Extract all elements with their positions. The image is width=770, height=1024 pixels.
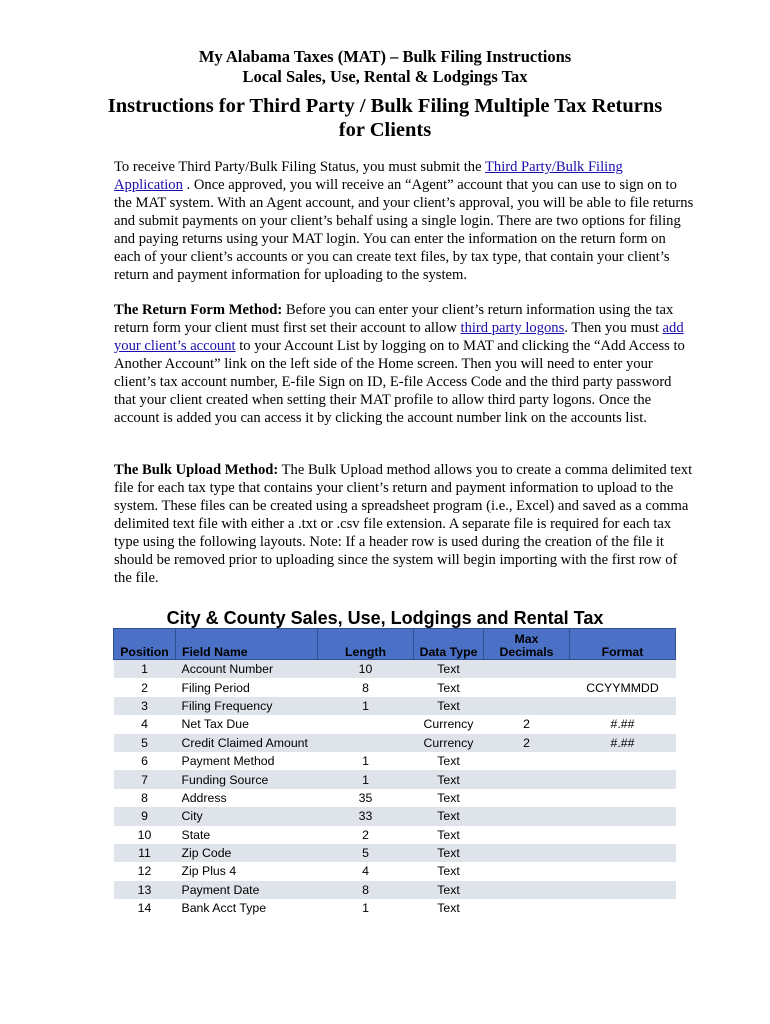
cell-format bbox=[570, 770, 676, 788]
cell-format: CCYYMMDD bbox=[570, 678, 676, 696]
cell-length: 1 bbox=[318, 899, 414, 917]
return-form-text2: . Then you must bbox=[564, 320, 663, 336]
table-header-row bbox=[114, 629, 676, 660]
cell-length bbox=[318, 715, 414, 733]
cell-length: 2 bbox=[318, 826, 414, 844]
return-form-text1: Before you can enter your client’s return information using the tax return form your client must first set their account to allow bbox=[114, 302, 674, 336]
table-row bbox=[114, 697, 676, 715]
cell-length: 1 bbox=[318, 697, 414, 715]
document-header-line2: Local Sales, Use, Rental & Lodgings Tax bbox=[242, 67, 528, 86]
table-row bbox=[114, 770, 676, 788]
cell-field-name: Net Tax Due bbox=[176, 715, 318, 733]
table-row bbox=[114, 752, 676, 770]
cell-position: 13 bbox=[114, 881, 176, 899]
cell-position: 5 bbox=[114, 734, 176, 752]
cell-position: 8 bbox=[114, 789, 176, 807]
table-title: City & County Sales, Use, Lodgings and Rental Tax bbox=[166, 608, 604, 628]
col-header-field-name: Field Name bbox=[176, 629, 318, 660]
cell-max-decimals bbox=[484, 697, 570, 715]
cell-field-name: Payment Date bbox=[176, 881, 318, 899]
cell-max-decimals bbox=[484, 899, 570, 917]
cell-position: 10 bbox=[114, 826, 176, 844]
cell-max-decimals bbox=[484, 789, 570, 807]
cell-field-name: Funding Source bbox=[176, 770, 318, 788]
file-layout-table bbox=[113, 628, 676, 917]
cell-position: 6 bbox=[114, 752, 176, 770]
cell-length: 33 bbox=[318, 807, 414, 825]
cell-max-decimals bbox=[484, 807, 570, 825]
cell-field-name: Zip Plus 4 bbox=[176, 862, 318, 880]
intro-text-after: . Once approved, you will receive an “Agent” account that you can use to sign on to the MAT system. With an Agent account, and your client’s approval, you will be able to file returns and submit payments on your client’s behalf using a single login. There are two options for filing and paying returns using your MAT login. You can enter the information on the return form on each of your client’s accounts or you can create text files, by tax type, that contain your client’s return and payment information for uploading to the system. bbox=[114, 177, 694, 283]
cell-max-decimals: 2 bbox=[484, 715, 570, 733]
cell-field-name: Payment Method bbox=[176, 752, 318, 770]
cell-max-decimals bbox=[484, 660, 570, 679]
cell-length: 35 bbox=[318, 789, 414, 807]
cell-format bbox=[570, 697, 676, 715]
intro-text-before: To receive Third Party/Bulk Filing Status, you must submit the bbox=[114, 159, 485, 175]
bulk-upload-paragraph bbox=[114, 461, 694, 587]
col-header-length: Length bbox=[318, 629, 414, 660]
cell-data-type: Currency bbox=[414, 715, 484, 733]
cell-data-type: Text bbox=[414, 660, 484, 679]
cell-format bbox=[570, 899, 676, 917]
cell-data-type: Text bbox=[414, 678, 484, 696]
cell-max-decimals bbox=[484, 844, 570, 862]
cell-max-decimals bbox=[484, 862, 570, 880]
cell-max-decimals bbox=[484, 770, 570, 788]
cell-data-type: Text bbox=[414, 844, 484, 862]
document-header-line1: My Alabama Taxes (MAT) – Bulk Filing Instructions bbox=[198, 47, 572, 66]
cell-max-decimals bbox=[484, 881, 570, 899]
cell-position: 1 bbox=[114, 660, 176, 679]
cell-format bbox=[570, 660, 676, 679]
page-title-line2: for Clients bbox=[338, 119, 432, 141]
application-link[interactable]: Third Party/Bulk Filing Application bbox=[114, 159, 623, 193]
cell-length: 4 bbox=[318, 862, 414, 880]
cell-format bbox=[570, 862, 676, 880]
cell-format bbox=[570, 826, 676, 844]
col-header-position: Position bbox=[114, 629, 176, 660]
table-row bbox=[114, 881, 676, 899]
cell-data-type: Text bbox=[414, 789, 484, 807]
cell-format bbox=[570, 881, 676, 899]
cell-data-type: Text bbox=[414, 862, 484, 880]
cell-field-name: State bbox=[176, 826, 318, 844]
cell-position: 9 bbox=[114, 807, 176, 825]
return-form-heading: The Return Form Method: bbox=[114, 302, 283, 318]
cell-field-name: Filing Period bbox=[176, 678, 318, 696]
cell-max-decimals bbox=[484, 752, 570, 770]
cell-length bbox=[318, 734, 414, 752]
cell-length: 5 bbox=[318, 844, 414, 862]
table-row bbox=[114, 807, 676, 825]
cell-data-type: Text bbox=[414, 770, 484, 788]
table-row bbox=[114, 715, 676, 733]
cell-max-decimals bbox=[484, 678, 570, 696]
cell-position: 2 bbox=[114, 678, 176, 696]
cell-field-name: Bank Acct Type bbox=[176, 899, 318, 917]
cell-position: 4 bbox=[114, 715, 176, 733]
cell-length: 8 bbox=[318, 881, 414, 899]
cell-format: #.## bbox=[570, 734, 676, 752]
cell-data-type: Text bbox=[414, 697, 484, 715]
cell-data-type: Text bbox=[414, 899, 484, 917]
cell-data-type: Text bbox=[414, 752, 484, 770]
cell-position: 7 bbox=[114, 770, 176, 788]
cell-position: 14 bbox=[114, 899, 176, 917]
table-row bbox=[114, 734, 676, 752]
table-row bbox=[114, 826, 676, 844]
third-party-logons-link[interactable]: third party logons bbox=[460, 320, 565, 336]
cell-length: 8 bbox=[318, 678, 414, 696]
col-header-max-decimals bbox=[484, 629, 570, 660]
cell-format bbox=[570, 752, 676, 770]
cell-max-decimals bbox=[484, 826, 570, 844]
return-form-paragraph bbox=[114, 301, 694, 427]
cell-length: 10 bbox=[318, 660, 414, 679]
cell-format: #.## bbox=[570, 715, 676, 733]
table-body bbox=[114, 660, 676, 918]
cell-format bbox=[570, 789, 676, 807]
cell-data-type: Text bbox=[414, 881, 484, 899]
cell-length: 1 bbox=[318, 752, 414, 770]
cell-position: 11 bbox=[114, 844, 176, 862]
cell-data-type: Text bbox=[414, 826, 484, 844]
cell-data-type: Currency bbox=[414, 734, 484, 752]
cell-length: 1 bbox=[318, 770, 414, 788]
cell-field-name: Filing Frequency bbox=[176, 697, 318, 715]
page-title-line1: Instructions for Third Party / Bulk Filing Multiple Tax Returns bbox=[107, 95, 663, 117]
cell-position: 3 bbox=[114, 697, 176, 715]
table-row bbox=[114, 862, 676, 880]
cell-field-name: Credit Claimed Amount bbox=[176, 734, 318, 752]
table-row bbox=[114, 678, 676, 696]
cell-max-decimals: 2 bbox=[484, 734, 570, 752]
add-client-account-link[interactable]: add your client’s account bbox=[114, 320, 684, 354]
table-row bbox=[114, 660, 676, 679]
cell-field-name: Address bbox=[176, 789, 318, 807]
col-header-max-decimals-line2: Decimals bbox=[499, 645, 554, 659]
table-row bbox=[114, 899, 676, 917]
cell-data-type: Text bbox=[414, 807, 484, 825]
col-header-format: Format bbox=[570, 629, 676, 660]
page-title bbox=[0, 94, 770, 142]
cell-format bbox=[570, 844, 676, 862]
cell-field-name: City bbox=[176, 807, 318, 825]
col-header-max-decimals-line1: Max bbox=[514, 632, 539, 646]
table-row bbox=[114, 789, 676, 807]
intro-paragraph bbox=[114, 158, 694, 284]
bulk-upload-heading: The Bulk Upload Method: bbox=[114, 462, 279, 478]
col-header-data-type: Data Type bbox=[414, 629, 484, 660]
return-form-text3: to your Account List by logging on to MAT and clicking the “Add Access to Another Account” link on the left side of the Home screen. Then you will need to enter your client’s tax account number, E-file Sign on ID, E-file Access Code and the third party password that your client created when setting their MAT profile to allow third party logons. Once the account is added you can access it by clicking the account number link on the accounts list. bbox=[114, 338, 685, 426]
bulk-upload-text: The Bulk Upload method allows you to create a comma delimited text file for each tax type that contains your client’s return and payment information to upload to the system. These files can be created using a spreadsheet program (i.e., Excel) and saved as a comma delimited text file with either a .txt or .csv file extension. A separate file is required for each tax type using the following layouts. Note: If a header row is used during the creation of the file it should be removed prior to uploading since the system will begin importing with the first row of the file. bbox=[114, 462, 693, 586]
cell-field-name: Zip Code bbox=[176, 844, 318, 862]
cell-format bbox=[570, 807, 676, 825]
table-row bbox=[114, 844, 676, 862]
cell-position: 12 bbox=[114, 862, 176, 880]
cell-field-name: Account Number bbox=[176, 660, 318, 679]
